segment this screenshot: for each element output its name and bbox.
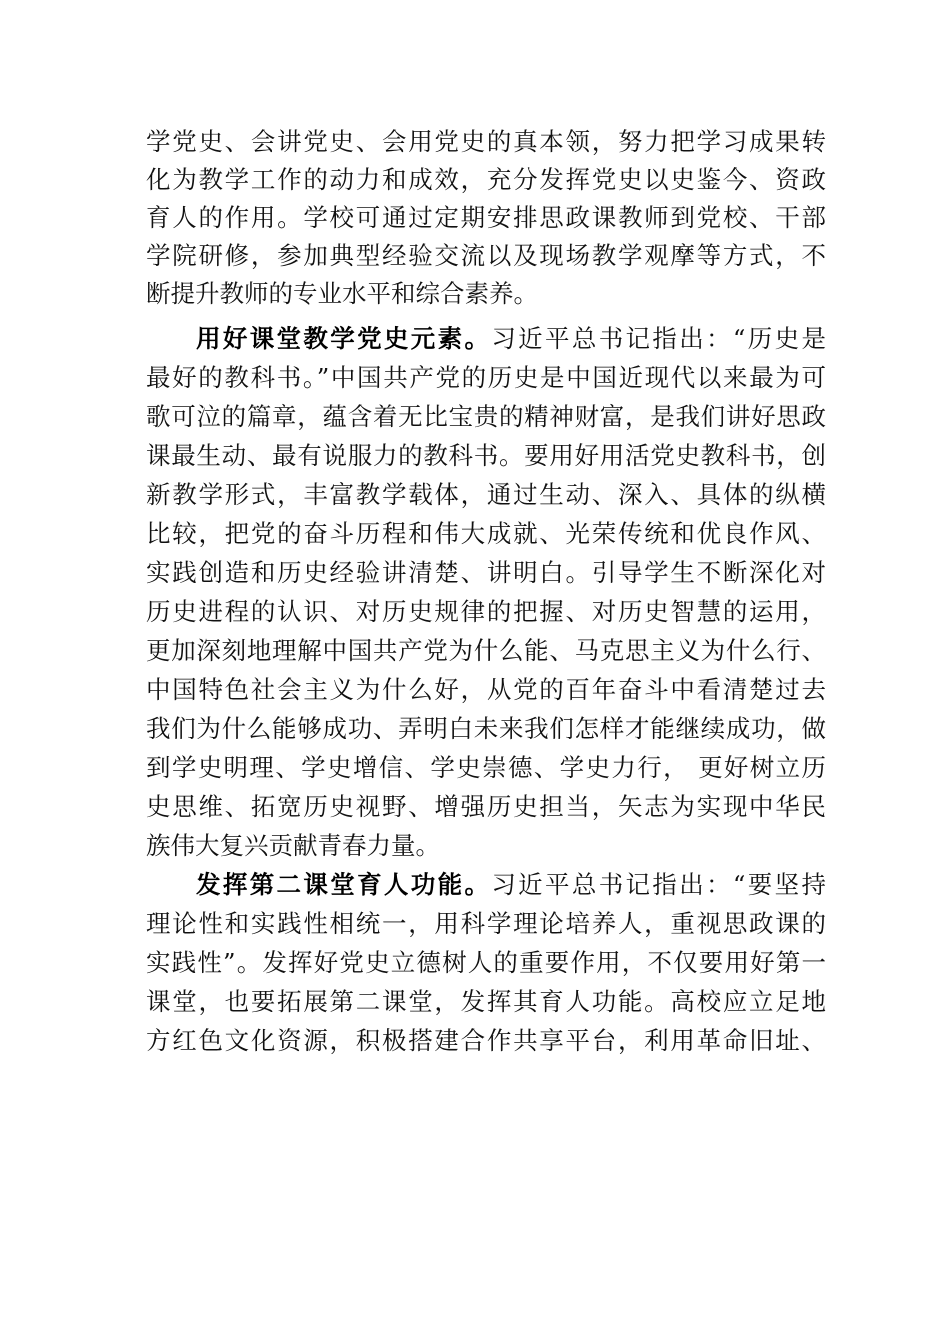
- text-line: 史思维、拓宽历史视野、增强历史担当，矢志为实现中华民: [146, 792, 826, 821]
- text-line: 最好的教科书。”中国共产党的历史是中国近现代以来最为可: [146, 363, 826, 392]
- text-line: 课堂，也要拓展第二课堂，发挥其育人功能。高校应立足地: [146, 987, 826, 1016]
- text-line: 比较，把党的奋斗历程和伟大成就、光荣传统和优良作风、: [146, 519, 826, 548]
- text-line: 到学史明理、学史增信、学史崇德、学史力行， 更好树立历: [146, 753, 826, 782]
- text-line: 歌可泣的篇章，蕴含着无比宝贵的精神财富，是我们讲好思政: [146, 402, 826, 431]
- text-line: 新教学形式，丰富教学载体，通过生动、深入、具体的纵横: [146, 480, 826, 509]
- paragraph-first-line: [196, 865, 826, 905]
- text-line: 更加深刻地理解中国共产党为什么能、马克思主义为什么行、: [146, 636, 826, 665]
- text-line: 实践创造和历史经验讲清楚、讲明白。引导学生不断深化对: [146, 558, 826, 587]
- text-line: 中国特色社会主义为什么好，从党的百年奋斗中看清楚过去: [146, 675, 826, 704]
- paragraph-heading: 用好课堂教学党史元素。: [196, 324, 492, 353]
- text-line: 学党史、会讲党史、会用党史的真本领，努力把学习成果转: [146, 127, 826, 156]
- text-line: 族伟大复兴贡献青春力量。: [146, 831, 440, 860]
- text-line: 方红色文化资源，积极搭建合作共享平台，利用革命旧址、: [146, 1026, 826, 1055]
- text-line: 我们为什么能够成功、弄明白未来我们怎样才能继续成功，做: [146, 714, 826, 743]
- paragraph-heading: 发挥第二课堂育人功能。: [196, 870, 492, 899]
- paragraph-text: 习近平总书记指出：“要坚持: [491, 870, 826, 899]
- text-line: 学院研修，参加典型经验交流以及现场教学观摩等方式，不: [146, 241, 826, 270]
- text-line: 课最生动、最有说服力的教科书。要用好用活党史教科书，创: [146, 441, 826, 470]
- paragraph-text: 习近平总书记指出：“历史是: [491, 324, 826, 353]
- text-line: 育人的作用。学校可通过定期安排思政课教师到党校、干部: [146, 203, 826, 232]
- text-line: 历史进程的认识、对历史规律的把握、对历史智慧的运用，: [146, 597, 826, 626]
- text-line: 理论性和实践性相统一，用科学理论培养人，重视思政课的: [146, 909, 826, 938]
- paragraph-first-line: [196, 319, 826, 359]
- text-line: 化为教学工作的动力和成效，充分发挥党史以史鉴今、资政: [146, 165, 826, 194]
- text-line: 断提升教师的专业水平和综合素养。: [146, 279, 538, 308]
- text-line: 实践性”。发挥好党史立德树人的重要作用，不仅要用好第一: [146, 948, 826, 977]
